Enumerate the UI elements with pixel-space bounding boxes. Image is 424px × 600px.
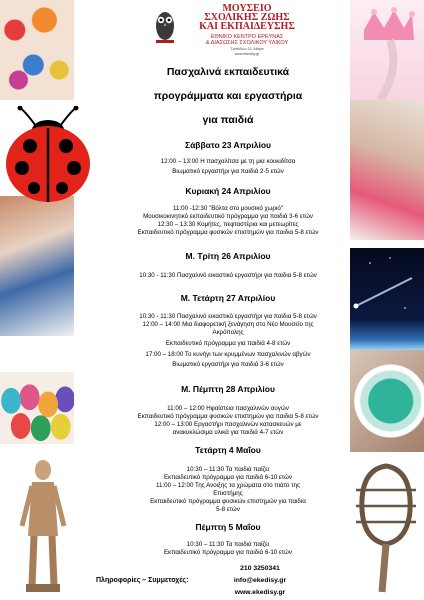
logo-line-1: ΜΟΥΣΕΙΟ <box>222 3 272 14</box>
logo-line-5: & ΔΙΑΣΩΣΗΣ ΣΧΟΛΙΚΟΥ ΥΛΙΚΟΥ <box>205 40 289 46</box>
children-crafting-photo <box>0 196 74 336</box>
day-1-line-2: Βιωματικό εργαστήρι για παιδιά 2-5 ετών <box>172 168 284 175</box>
museum-logo <box>152 4 302 60</box>
day-1-line-1: 12:00 – 13:00 Η πασχαλίτσα με τη μια κουκιδίτσα <box>160 158 296 165</box>
day-4-line-4: Εκπαιδευτικό πρόγραμμα για παιδιά 4-8 ετών <box>165 340 291 347</box>
day-4-line-6: Βιωματικό εργαστήρι για παιδιά 3-6 ετών <box>172 361 284 368</box>
crown-icon <box>350 0 424 100</box>
day-heading-1: Σάββατο 23 Απριλίου <box>184 140 272 150</box>
info-email[interactable]: info@ekedisy.gr <box>233 577 287 584</box>
day-3-line-1: 10:30 - 11:30 Πασχαλινό εικαστικό εργαστήρι για παιδια 5-8 ετών <box>139 272 317 279</box>
ancient-sistrum-icon <box>352 460 420 596</box>
day-5-line-4: ανακυκλώσιμα υλικά για παιδιά 4-7 ετών <box>172 429 284 436</box>
logo-website: www.ekedisy.gr <box>234 52 260 56</box>
day-2-line-3: 12:30 – 13:30 Κομήτες, πεφταστέρια και μετεωρίτες <box>157 221 299 228</box>
day-5-line-3: 12:00 – 13:00 Εργαστήρι πασχαλινών κατασκευών με <box>154 421 302 428</box>
page-title-line-3: για παιδιά <box>202 114 254 126</box>
info-label: Πληροφορίες – Συμμετοχές: <box>96 577 189 584</box>
day-2-line-2: Μουσικοκινητικό εκπαιδευτικό πρόγραμμα για παιδιά 3-6 ετών <box>143 213 313 220</box>
day-4-line-2: 12:00 – 14:00 Μια διαφορετική ξενάγηση στο Νέο Μουσείο της <box>142 321 314 328</box>
day-heading-2: Κυριακή 24 Απριλίου <box>185 186 271 196</box>
painted-hands-photo <box>0 0 74 100</box>
day-2-line-1: 11:00 -12:30 "Βόλτα στο μουσικό χωριό" <box>173 205 283 212</box>
day-6-line-4: Επιστήμης <box>213 490 243 497</box>
page-title-line-1: Πασχαλινά εκπαιδευτικά <box>166 66 290 78</box>
day-7-line-1: 10:30 – 11:30 Τα παιδιά παίζει <box>186 541 270 548</box>
day-heading-5: Μ. Πέμπτη 28 Απριλίου <box>181 384 275 394</box>
comet-icon <box>350 248 424 350</box>
logo-line-4: ΕΘΝΙΚΟ ΚΕΝΤΡΟ ΕΡΕΥΝΑΣ <box>210 34 284 40</box>
pink-crown-photo <box>350 0 424 100</box>
owl-icon <box>152 4 178 48</box>
day-heading-4: Μ. Τετάρτη 27 Απριλίου <box>180 293 276 303</box>
day-heading-6: Τετάρτη 4 Μαΐου <box>195 445 261 455</box>
logo-line-3: ΚΑΙ ΕΚΠΑΙΔΕΥΣΗΣ <box>199 21 295 32</box>
day-2-line-4: Εκπαιδευτικό πρόγραμμα φυσικών επιστημών για παιδια 5-8 ετών <box>137 229 319 236</box>
ladybug-icon <box>2 106 94 204</box>
comet-photo <box>350 248 424 350</box>
day-6-line-3: 11:00 – 12:00 Της Ανοιξης τα χρώματα στο πιάτο της <box>156 482 300 489</box>
logo-line-2: ΣΧΟΛΙΚΗΣ ΖΩΗΣ <box>204 12 290 23</box>
day-6-line-2: Εκπαιδευτικό πρόγραμμα για παιδιά 6-10 ετών <box>164 474 292 481</box>
day-6-line-5: Εκπαιδευτικό πρόγραμμα φυσικών επιστημών για παιδια <box>150 498 306 505</box>
day-heading-7: Πέμπτη 5 Μαΐου <box>195 522 261 532</box>
info-phone: 210 3250341 <box>240 565 280 572</box>
children-easter-craft-photo <box>350 100 424 240</box>
day-heading-3: Μ. Τρίτη 26 Απριλίου <box>185 251 271 261</box>
day-4-line-1: 10:30 - 11:30 Πασχαλινό εικαστικό εργαστήρι για παιδια 5-8 ετών <box>139 313 317 320</box>
logo-address: Τριπόδων 23, Αθήνα <box>230 47 264 51</box>
day-6-line-1: 10:30 – 11:30 Τα παιδιά παίζει <box>186 466 270 473</box>
info-website[interactable]: www.ekedisy.gr <box>234 589 286 596</box>
page-title-line-2: προγράμματα και εργαστήρια <box>153 90 303 102</box>
ancient-statue-icon <box>18 456 68 596</box>
day-5-line-2: Εκπαιδευτικό πρόγραμμα φυσικών επιστημών για παιδια 5-8 ετών <box>137 413 319 420</box>
day-5-line-1: 11:00 – 12:00 Ηφαίστεια πασχαλινών αυγών <box>167 405 289 412</box>
day-6-line-6: 5-8 ετών <box>216 506 240 513</box>
day-4-line-3: Ακρόπολης <box>212 329 244 336</box>
petri-dish-photo <box>350 350 424 452</box>
day-7-line-2: Εκπαιδευτικό πρόγραμμα για παιδιά 6-10 ετών <box>164 549 292 556</box>
day-4-line-5: 17:00 – 18:00 Το κυνήγι των κρυμμένων πασχαλινών αβγών <box>145 351 311 358</box>
easter-eggs-photo <box>0 372 74 444</box>
